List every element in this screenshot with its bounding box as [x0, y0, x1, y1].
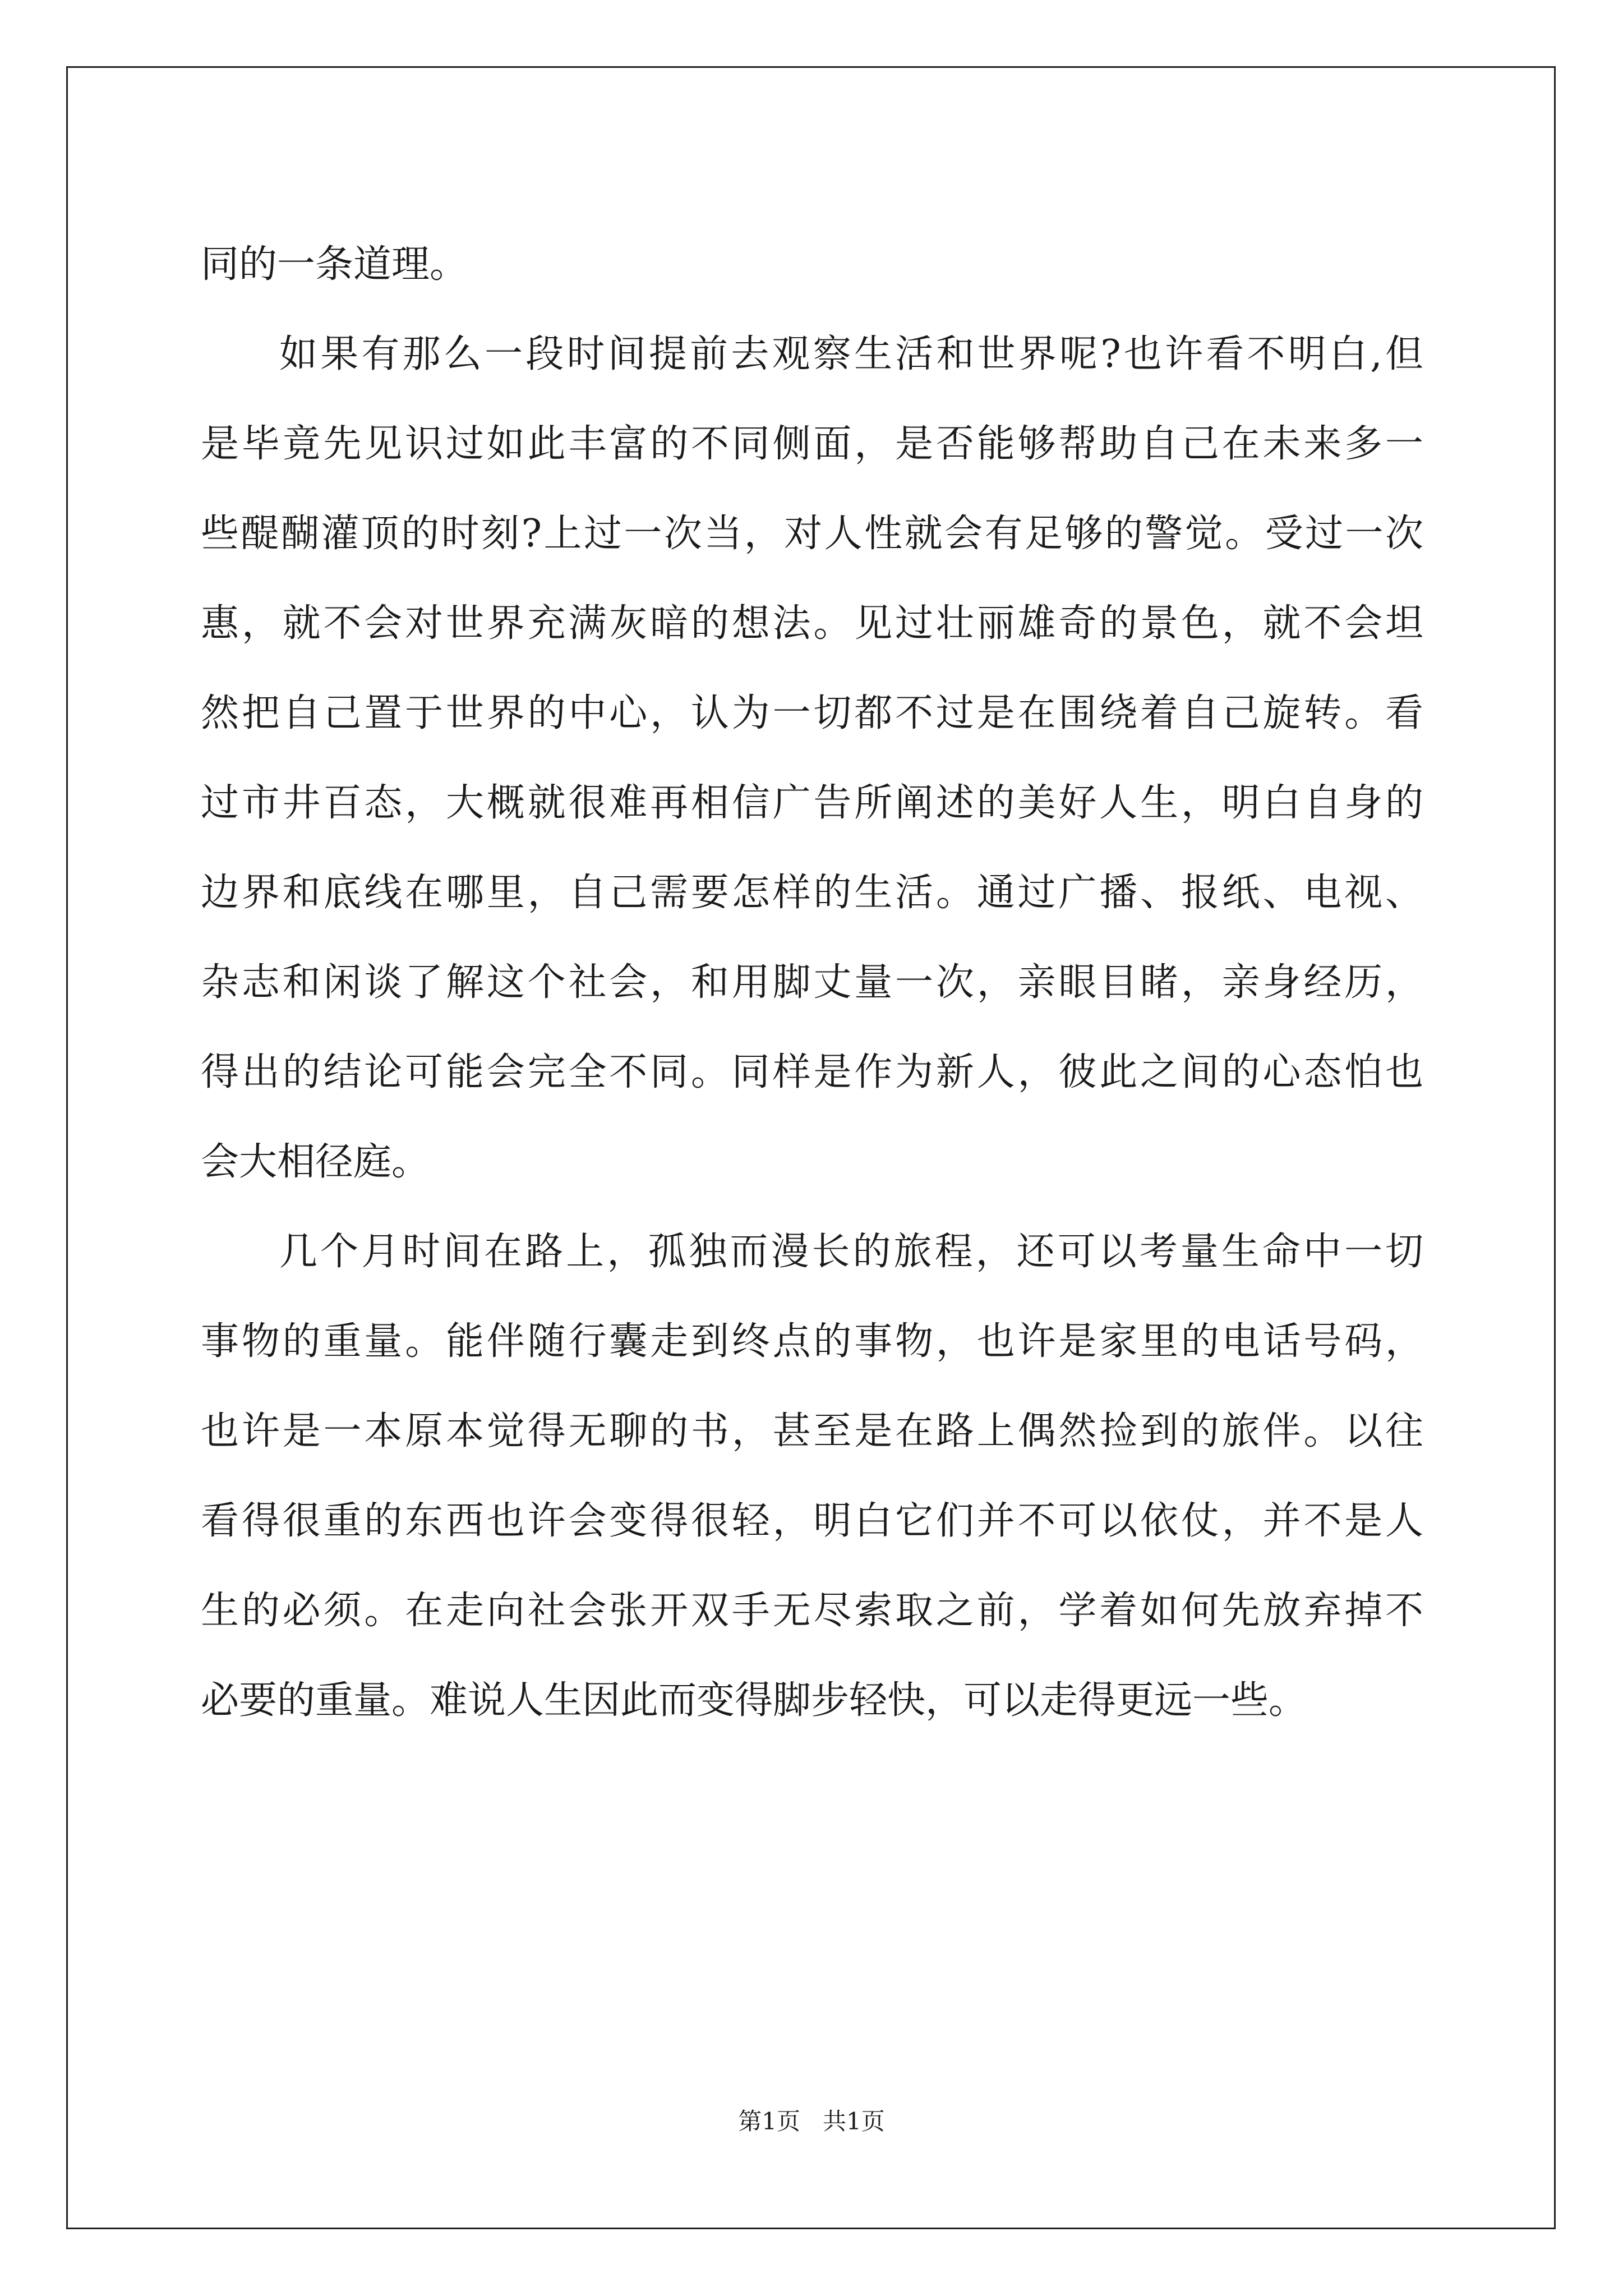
text-line: 也许是一本原本觉得无聊的书，甚至是在路上偶然捡到的旅伴。以往: [201, 1409, 1423, 1453]
page-number-footer: 第1页 共1页: [738, 2108, 885, 2135]
text-line: 边界和底线在哪里，自己需要怎样的生活。通过广播、报纸、电视、: [201, 871, 1423, 915]
text-line: 如果有那么一段时间提前去观察生活和世界呢?也许看不明白,但: [279, 332, 1423, 376]
text-line: 必要的重量。难说人生因此而变得脚步轻快，可以走得更远一些。: [201, 1678, 1307, 1723]
paragraph-3: [201, 1207, 1423, 1746]
text-line: 会大相径庭。: [201, 1140, 430, 1184]
document-body: [201, 220, 1423, 1746]
text-line: 得出的结论可能会完全不同。同样是作为新人，彼此之间的心态怕也: [201, 1050, 1423, 1094]
paragraph-1: [201, 220, 1423, 310]
text-line: 生的必须。在走向社会张开双手无尽索取之前，学着如何先放弃掉不: [201, 1589, 1423, 1633]
text-line: 是毕竟先见识过如此丰富的不同侧面，是否能够帮助自己在未来多一: [201, 422, 1423, 466]
text-line: 事物的重量。能伴随行囊走到终点的事物，也许是家里的电话号码，: [201, 1319, 1423, 1364]
paragraph-2: [201, 310, 1423, 1207]
text-line: 杂志和闲谈了解这个社会，和用脚丈量一次，亲眼目睹，亲身经历，: [201, 960, 1423, 1005]
text-line: 惠，就不会对世界充满灰暗的想法。见过壮丽雄奇的景色，就不会坦: [201, 601, 1423, 646]
text-line: 然把自己置于世界的中心，认为一切都不过是在围绕着自己旋转。看: [201, 691, 1423, 735]
text-line: 同的一条道理。: [201, 242, 468, 287]
text-line: 看得很重的东西也许会变得很轻，明白它们并不可以依仗，并不是人: [201, 1499, 1423, 1543]
text-line: 过市井百态，大概就很难再相信广告所阐述的美好人生，明白自身的: [201, 781, 1423, 825]
text-line: 些醍醐灌顶的时刻?上过一次当，对人性就会有足够的警觉。受过一次: [201, 512, 1423, 556]
text-line: 几个月时间在路上，孤独而漫长的旅程，还可以考量生命中一切: [279, 1230, 1423, 1274]
